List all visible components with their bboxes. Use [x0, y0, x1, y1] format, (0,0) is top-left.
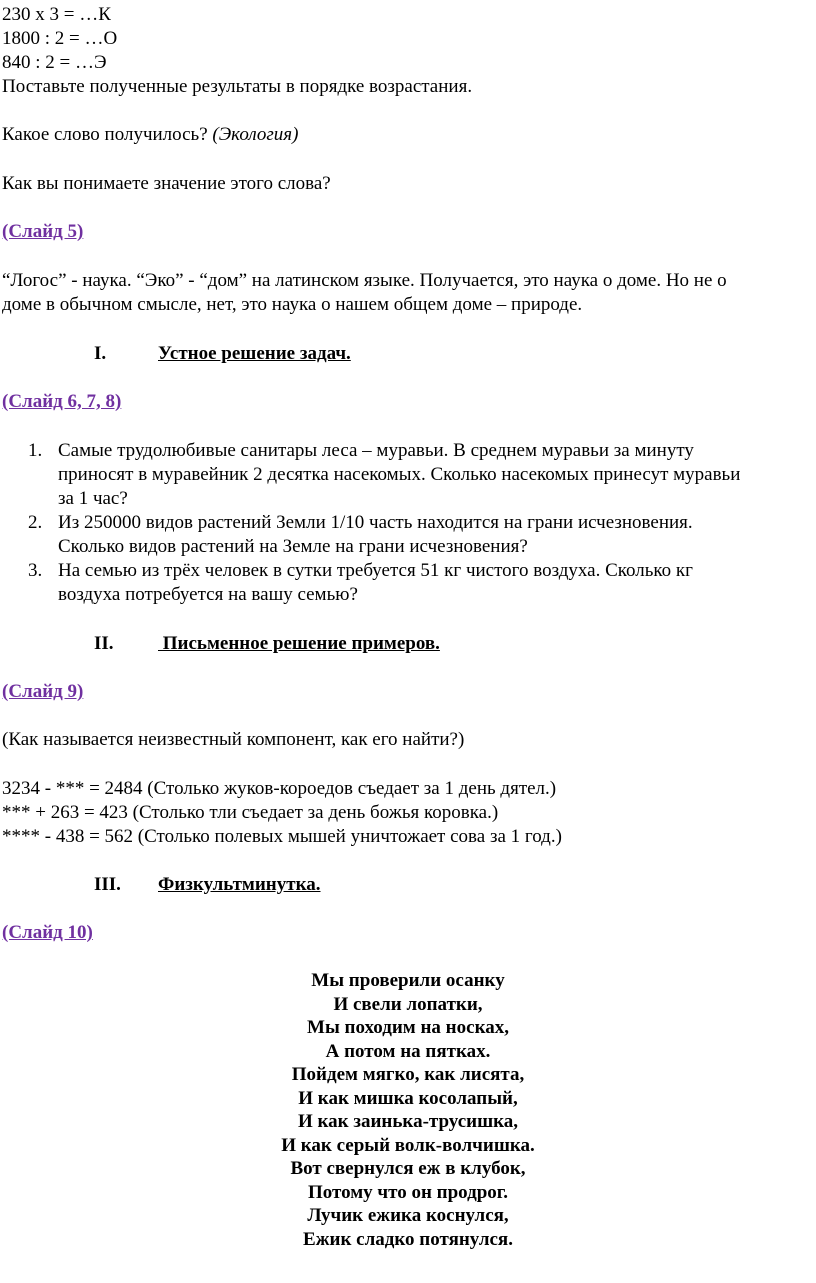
logos-paragraph-line-1: “Логос” - наука. “Эко” - “дом” на латинском языке. Получается, это наука о доме. Но не о: [2, 270, 727, 291]
section-number: I.: [94, 343, 107, 364]
poem-line: Лучик ежика коснулся,: [307, 1205, 509, 1226]
poem-line: А потом на пятках.: [325, 1040, 491, 1062]
equation-k: 230 х 3 = …К: [2, 4, 111, 25]
poem-line: Вот свернулся еж в клубок,: [290, 1158, 526, 1179]
task-number: 2.: [28, 512, 43, 533]
poem-line: Мы проверили осанку: [311, 970, 505, 991]
section-title: Письменное решение примеров.: [158, 633, 440, 654]
section-heading-3: [94, 873, 321, 897]
task-text-line: Самые трудолюбивые санитары леса – муравьи. В среднем муравьи за минуту: [58, 440, 694, 461]
section-number: II.: [94, 633, 114, 654]
task-text-line: воздуха потребуется на вашу семью?: [58, 584, 358, 605]
poem-line: И свели лопатки,: [333, 993, 483, 1015]
logos-paragraph-line-2: доме в обычном смысле, нет, это наука о нашем общем доме – природе.: [2, 294, 583, 315]
example-line-3: **** - 438 = 562 (Столько полевых мышей уничтожает сова за 1 год.): [2, 826, 562, 847]
task-text: [58, 511, 816, 559]
task-text: [58, 559, 816, 607]
poem-line: Пойдем мягко, как лисята,: [291, 1064, 525, 1085]
question-meaning: Как вы понимаете значение этого слова?: [2, 173, 331, 194]
section-number: III.: [94, 874, 121, 895]
unknown-component-question: (Как называется неизвестный компонент, как его найти?): [2, 729, 465, 750]
section-title: Устное решение задач.: [158, 343, 351, 364]
section-title: Физкультминутка.: [158, 874, 321, 895]
poem-line: Мы походим на носках,: [307, 1017, 509, 1038]
slide-10-link[interactable]: (Слайд 10): [2, 922, 93, 943]
task-number: 1.: [28, 440, 43, 461]
poem: [0, 969, 816, 1251]
task-text-line: Из 250000 видов растений Земли 1/10 часть находится на грани исчезновения.: [58, 512, 693, 533]
slide-9-link[interactable]: (Слайд 9): [2, 681, 84, 702]
section-heading-2: [94, 632, 440, 656]
poem-line: И как мишка косолапый,: [298, 1087, 518, 1109]
slide-5-link[interactable]: (Слайд 5): [2, 221, 84, 242]
section-heading-1: [94, 342, 351, 366]
question-word: Какое слово получилось?: [2, 124, 213, 145]
answer-word: (Экология): [212, 124, 299, 145]
poem-line: Ежик сладко потянулся.: [303, 1228, 513, 1250]
task-text: [58, 439, 816, 511]
task-number: 3.: [28, 560, 43, 581]
question-word-line: [2, 123, 298, 147]
equation-o: 1800 : 2 = …О: [2, 28, 118, 49]
task-text-line: за 1 час?: [58, 488, 128, 509]
poem-line: Потому что он продрог.: [307, 1181, 509, 1203]
example-line-1: 3234 - *** = 2484 (Столько жуков-короедов съедает за 1 день дятел.): [2, 778, 557, 799]
example-line-2: *** + 263 = 423 (Столько тли съедает за день божья коровка.): [2, 802, 499, 823]
task-text-line: Сколько видов растений на Земле на грани исчезновения?: [58, 536, 528, 557]
task-text-line: На семью из трёх человек в сутки требуется 51 кг чистого воздуха. Сколько кг: [58, 560, 693, 581]
poem-line: И как заинька-трусишка,: [297, 1111, 519, 1132]
slide-6-7-8-link[interactable]: (Слайд 6, 7, 8): [2, 391, 122, 412]
poem-line: И как серый волк-волчишка.: [281, 1134, 535, 1156]
instruction-order: Поставьте полученные результаты в порядке возрастания.: [2, 76, 473, 97]
equation-e: 840 : 2 = …Э: [2, 52, 107, 73]
task-text-line: приносят в муравейник 2 десятка насекомых. Сколько насекомых принесут муравьи: [58, 464, 741, 485]
